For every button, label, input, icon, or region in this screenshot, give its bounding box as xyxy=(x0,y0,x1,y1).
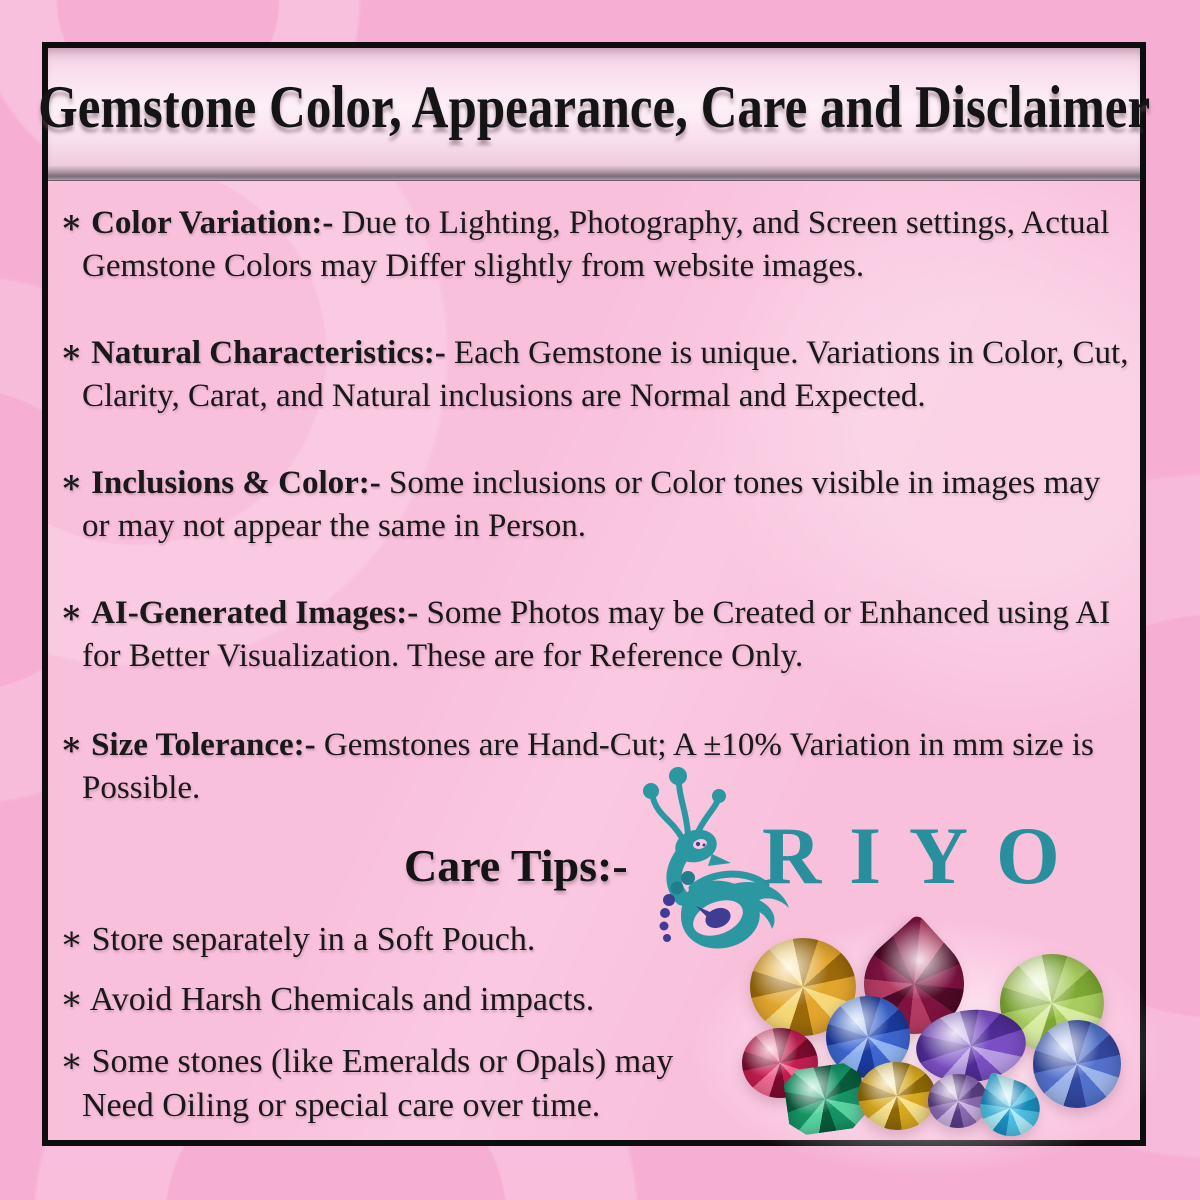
peacock-pupil xyxy=(696,842,700,846)
page-title: Gemstone Color, Appearance, Care and Disclaimer xyxy=(38,74,1150,140)
section-text xyxy=(48,724,1133,810)
peacock-crest xyxy=(653,784,717,838)
section-body: Some inclusions or Color tones visible in images may or may not appear the same in Person. xyxy=(82,465,1101,544)
section-label: Size Tolerance:- xyxy=(91,727,316,763)
section-label: Natural Characteristics:- xyxy=(91,335,446,371)
section-label: Color Variation:- xyxy=(91,205,334,241)
asterisk-bullet: ∗ xyxy=(60,205,83,241)
title-banner xyxy=(38,48,1150,166)
care-tip-body: Store separately in a Soft Pouch. xyxy=(91,921,536,958)
section-text xyxy=(48,332,1133,418)
section-body: Gemstones are Hand-Cut; A ±10% Variation in mm size is Possible. xyxy=(82,727,1094,806)
care-tip-body: Avoid Harsh Chemicals and impacts. xyxy=(89,981,595,1018)
section-body: Some Photos may be Created or Enhanced using AI for Better Visualization. These are for Reference Only. xyxy=(82,595,1111,674)
care-tip-text xyxy=(48,978,688,1022)
asterisk-bullet: ∗ xyxy=(60,595,83,631)
care-tips-heading: Care Tips:- xyxy=(404,840,628,891)
asterisk-bullet: ∗ xyxy=(60,727,83,763)
banner-divider xyxy=(48,166,1140,181)
section-natural-characteristics xyxy=(48,332,1133,418)
section-text xyxy=(48,592,1133,678)
gems-photo-backdrop xyxy=(688,918,1168,1178)
section-inclusions-color xyxy=(48,462,1133,548)
section-label: AI-Generated Images:- xyxy=(91,595,419,631)
care-tip-item xyxy=(48,978,688,1022)
section-text xyxy=(48,202,1133,288)
section-text xyxy=(48,462,1133,548)
section-label: Inclusions & Color:- xyxy=(91,465,381,501)
care-tip-item xyxy=(48,918,688,962)
care-tip-text xyxy=(48,1040,688,1128)
brand-name: RIYO xyxy=(762,810,1088,901)
care-tip-item xyxy=(48,1040,688,1128)
section-color-variation xyxy=(48,202,1133,288)
section-body: Each Gemstone is unique. Variations in Color, Cut, Clarity, Carat, and Natural inclusions are Normal and Expected. xyxy=(82,335,1129,414)
care-tip-body: Some stones (like Emeralds or Opals) may Need Oiling or special care over time. xyxy=(82,1043,674,1124)
asterisk-bullet: ∗ xyxy=(60,921,84,958)
asterisk-bullet: ∗ xyxy=(60,1043,84,1080)
asterisk-bullet: ∗ xyxy=(60,981,84,1018)
asterisk-bullet: ∗ xyxy=(60,335,83,371)
peacock-pupil xyxy=(703,844,706,847)
section-body: Due to Lighting, Photography, and Screen settings, Actual Gemstone Colors may Differ slightly from website images. xyxy=(82,205,1110,284)
section-ai-generated-images xyxy=(48,592,1133,678)
asterisk-bullet: ∗ xyxy=(60,465,83,501)
section-size-tolerance xyxy=(48,724,1133,810)
disclaimer-card-frame xyxy=(38,42,1150,1146)
care-tip-text xyxy=(48,918,688,962)
